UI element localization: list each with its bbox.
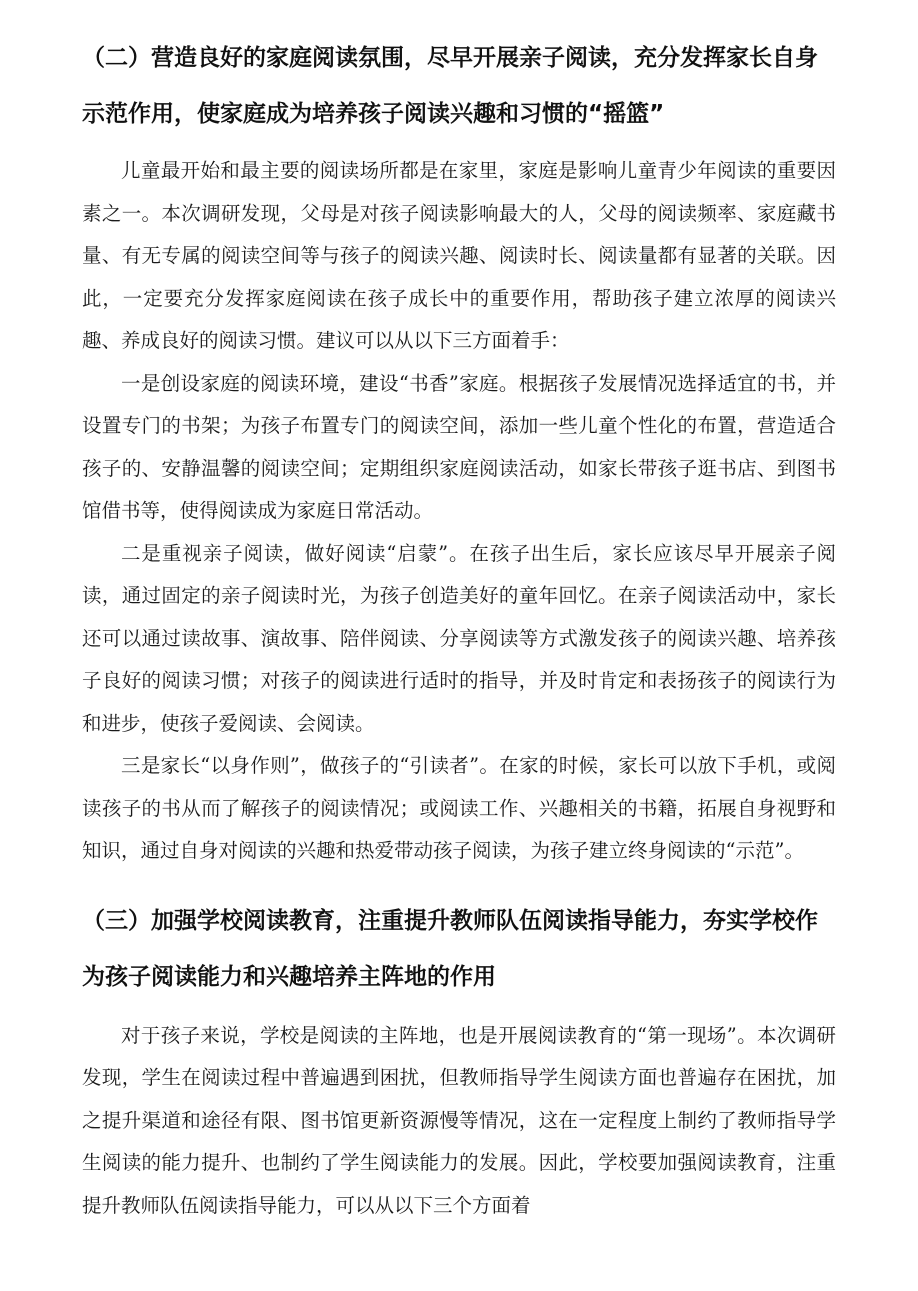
- section-3-paragraph-1: 对于孩子来说，学校是阅读的主阵地，也是开展阅读教育的“第一现场”。本次调研发现，学生在阅读过程中普遍遇到困扰，但教师指导学生阅读方面也普遍存在困扰，加之提升渠道和途径有限、图书馆更新资源慢等情况，这在一定程度上制约了教师指导学生阅读的能力提升、也制约了学生阅读能力的发展。因此，学校要加强阅读教育，注重提升教师队伍阅读指导能力，可以从以下三个方面着: [82, 1023, 836, 1217]
- section-3-heading: （三）加强学校阅读教育，注重提升教师队伍阅读指导能力，夯实学校作为孩子阅读能力和兴趣培养主阵地的作用: [82, 907, 818, 990]
- section-2-paragraph-3: 二是重视亲子阅读，做好阅读“启蒙”。在孩子出生后，家长应该尽早开展亲子阅读，通过固定的亲子阅读时光，为孩子创造美好的童年回忆。在亲子阅读活动中，家长还可以通过读故事、演故事、陪伴阅读、分享阅读等方式激发孩子的阅读兴趣、培养孩子良好的阅读习惯；对孩子的阅读进行适时的指导，并及时肯定和表扬孩子的阅读行为和进步，使孩子爱阅读、会阅读。: [82, 541, 836, 735]
- section-2-heading: （二）营造良好的家庭阅读氛围，尽早开展亲子阅读，充分发挥家长自身示范作用，使家庭成为培养孩子阅读兴趣和习惯的“摇篮”: [82, 45, 818, 127]
- section-2-paragraph-4: 三是家长“以身作则”，做孩子的“引读者”。在家的时候，家长可以放下手机，或阅读孩子的书从而了解孩子的阅读情况；或阅读工作、兴趣相关的书籍，拓展自身视野和知识，通过自身对阅读的兴趣和热爱带动孩子阅读，为孩子建立终身阅读的“示范”。: [82, 754, 836, 862]
- document-page: [82, 30, 836, 1227]
- section-2-paragraph-2: 一是创设家庭的阅读环境，建设“书香”家庭。根据孩子发展情况选择适宜的书，并设置专门的书架；为孩子布置专门的阅读空间，添加一些儿童个性化的布置，营造适合孩子的、安静温馨的阅读空间；定期组织家庭阅读活动，如家长带孩子逛书店、到图书馆借书等，使得阅读成为家庭日常活动。: [82, 371, 836, 522]
- section-2-paragraph-1: 儿童最开始和最主要的阅读场所都是在家里，家庭是影响儿童青少年阅读的重要因素之一。本次调研发现，父母是对孩子阅读影响最大的人，父母的阅读频率、家庭藏书量、有无专属的阅读空间等与孩子的阅读兴趣、阅读时长、阅读量都有显著的关联。因此，一定要充分发挥家庭阅读在孩子成长中的重要作用，帮助孩子建立浓厚的阅读兴趣、养成良好的阅读习惯。建议可以从以下三方面着手：: [82, 159, 836, 352]
